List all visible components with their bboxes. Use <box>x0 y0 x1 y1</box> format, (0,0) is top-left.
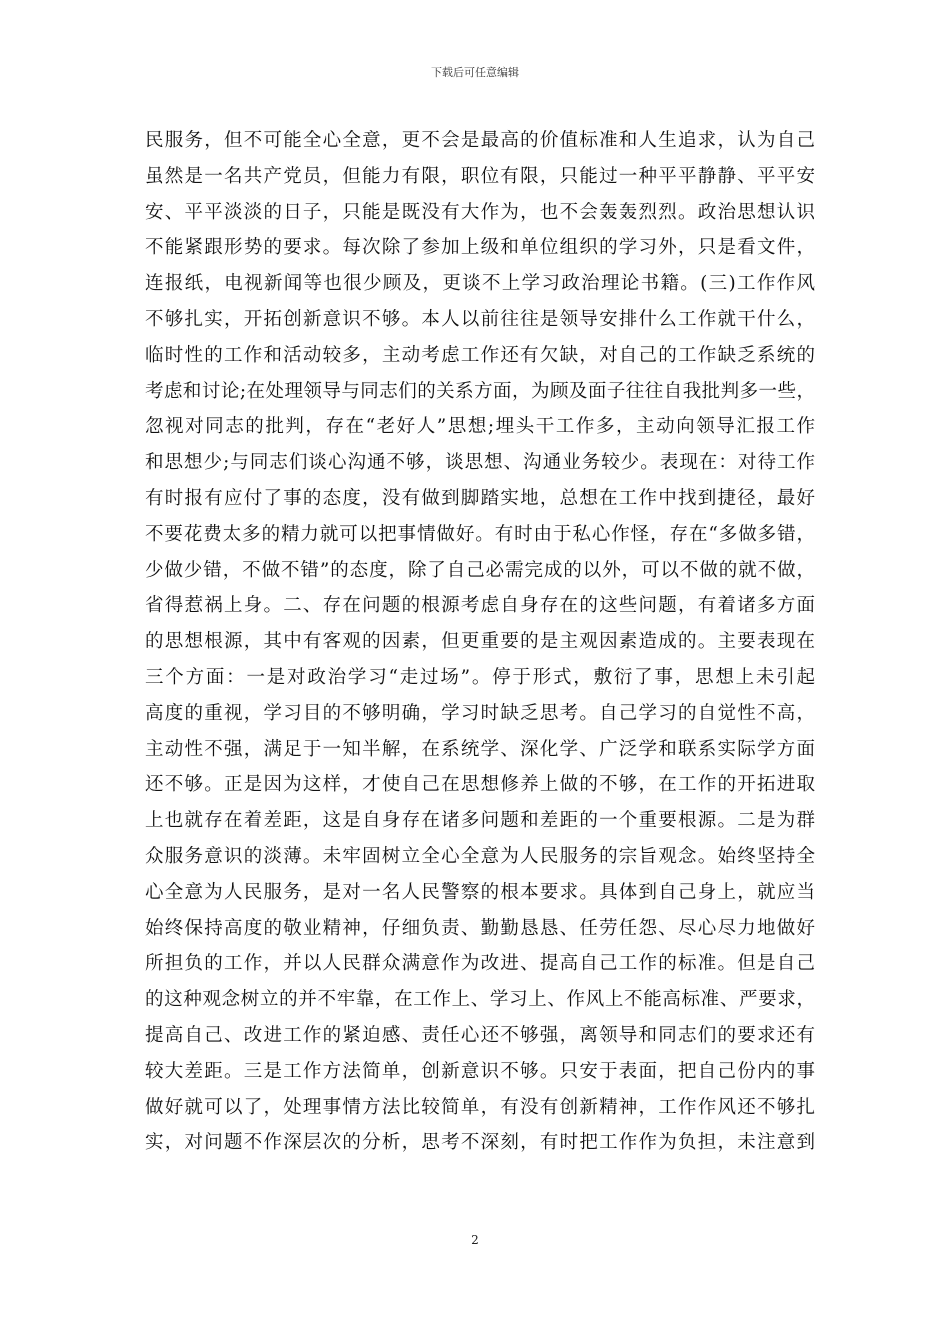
text-line: 所担负的工作，并以人民群众满意作为改进、提高自己工作的标准。但是自己 <box>145 953 815 975</box>
text-line: 安、平平淡淡的日子，只能是既没有大作为，也不会轰轰烈烈。政治思想认识 <box>145 201 815 223</box>
text-line: 的思想根源，其中有客观的因素，但更重要的是主观因素造成的。主要表现在 <box>145 631 815 653</box>
text-line: 三个方面：一是对政治学习“走过场”。停于形式，敷衍了事，思想上未引起 <box>145 666 815 688</box>
body-text <box>145 123 815 1161</box>
text-line: 较大差距。三是工作方法简单，创新意识不够。只安于表面，把自己份内的事 <box>145 1060 815 1082</box>
text-line: 提高自己、改进工作的紧迫感、责任心还不够强，离领导和同志们的要求还有 <box>145 1024 815 1046</box>
text-line: 不能紧跟形势的要求。每次除了参加上级和单位组织的学习外，只是看文件， <box>145 237 815 259</box>
text-line: 连报纸，电视新闻等也很少顾及，更谈不上学习政治理论书籍。(三)工作作风 <box>145 273 815 295</box>
text-line: 和思想少;与同志们谈心沟通不够，谈思想、沟通业务较少。表现在：对待工作 <box>145 452 815 474</box>
page-header: 下载后可任意编辑 <box>431 66 519 79</box>
text-line: 有时报有应付了事的态度，没有做到脚踏实地，总想在工作中找到捷径，最好 <box>145 487 815 509</box>
text-line: 主动性不强，满足于一知半解，在系统学、深化学、广泛学和联系实际学方面 <box>145 738 815 760</box>
text-line: 考虑和讨论;在处理领导与同志们的关系方面，为顾及面子往往自我批判多一些， <box>145 380 815 402</box>
text-line: 高度的重视，学习目的不够明确，学习时缺乏思考。自己学习的自觉性不高， <box>145 702 815 724</box>
text-line: 实，对问题不作深层次的分析，思考不深刻，有时把工作作为负担，未注意到 <box>145 1132 815 1154</box>
page-number: 2 <box>471 1233 479 1247</box>
text-line: 省得惹祸上身。二、存在问题的根源考虑自身存在的这些问题，有着诸多方面 <box>145 595 815 617</box>
text-line: 心全意为人民服务，是对一名人民警察的根本要求。具体到自己身上，就应当 <box>145 881 815 903</box>
text-line: 做好就可以了，处理事情方法比较简单，有没有创新精神，工作作风还不够扎 <box>145 1096 815 1118</box>
text-line: 不够扎实，开拓创新意识不够。本人以前往往是领导安排什么工作就干什么， <box>145 308 815 330</box>
text-line: 少做少错，不做不错”的态度，除了自己必需完成的以外，可以不做的就不做， <box>145 559 815 581</box>
text-line: 还不够。正是因为这样，才使自己在思想修养上做的不够，在工作的开拓进取 <box>145 774 815 796</box>
text-line: 不要花费太多的精力就可以把事情做好。有时由于私心作怪，存在“多做多错， <box>145 523 815 545</box>
text-line: 众服务意识的淡薄。未牢固树立全心全意为人民服务的宗旨观念。始终坚持全 <box>145 845 815 867</box>
text-line: 临时性的工作和活动较多，主动考虑工作还有欠缺，对自己的工作缺乏系统的 <box>145 344 815 366</box>
text-line: 始终保持高度的敬业精神，仔细负责、勤勤恳恳、任劳任怨、尽心尽力地做好 <box>145 917 815 939</box>
text-line: 虽然是一名共产党员，但能力有限，职位有限，只能过一种平平静静、平平安 <box>145 165 815 187</box>
text-line: 民服务，但不可能全心全意，更不会是最高的价值标准和人生追求，认为自己 <box>145 130 815 151</box>
text-line: 上也就存在着差距，这是自身存在诸多问题和差距的一个重要根源。二是为群 <box>145 810 815 832</box>
text-line: 忽视对同志的批判，存在“老好人”思想;埋头干工作多，主动向领导汇报工作 <box>145 416 815 438</box>
text-line: 的这种观念树立的并不牢靠，在工作上、学习上、作风上不能高标准、严要求， <box>145 989 815 1011</box>
